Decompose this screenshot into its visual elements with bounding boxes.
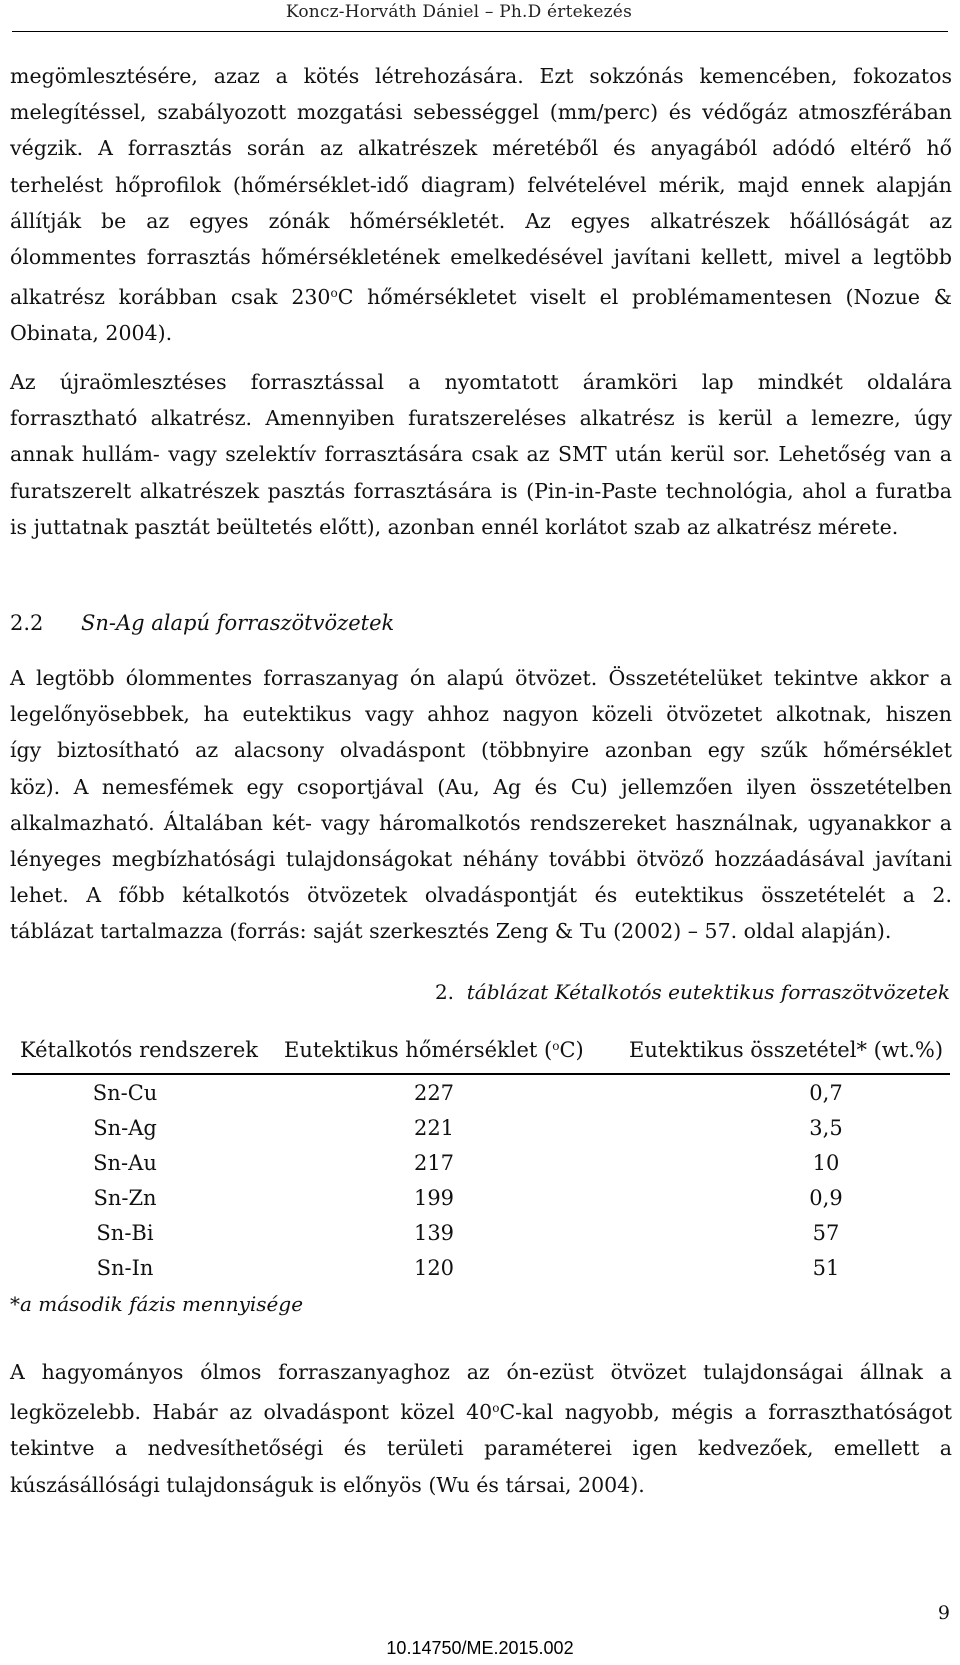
section-title: Sn-Ag alapú forraszötvözetek xyxy=(81,611,395,635)
table-header-rule xyxy=(12,1073,950,1075)
text-line: így biztosítható az alacsony olvadáspont (többnyire azonban egy szűk hőmérséklet xyxy=(10,738,952,763)
table-cell-temp: 199 xyxy=(413,1186,455,1210)
table-cell-system: Sn-Zn xyxy=(93,1186,157,1210)
table-cell-temp: 221 xyxy=(413,1116,455,1140)
table-cell-value: 0,9 xyxy=(809,1186,843,1210)
table-cell-comp xyxy=(756,1221,846,1245)
table-cell-comp xyxy=(756,1256,846,1280)
text-line: legelőnyösebbek, ha eutektikus vagy ahhoz nagyon közeli ötvözetet alkotnak, hiszen xyxy=(10,702,952,727)
text-line: forrasztható alkatrész. Amennyiben furatszereléses alkatrész is kerül a lemezre, úgy xyxy=(10,406,952,431)
table-cell-value: 3,5 xyxy=(809,1116,843,1140)
text-line xyxy=(10,1390,952,1430)
table-header-cell xyxy=(284,1038,584,1062)
text-line: köz). A nemesfémek egy csoportjával (Au, Ag és Cu) jellemzően ilyen összetételben xyxy=(10,774,952,799)
text-line: Obinata, 2004). xyxy=(10,321,173,346)
text-line: tekintve a nedvesíthetőségi és területi paraméterei igen kedvezőek, emellett a xyxy=(10,1436,952,1461)
table-cell-comp xyxy=(756,1151,846,1175)
text-line: megömlesztésére, azaz a kötés létrehozására. Ezt sokzónás kemencében, fokozatos xyxy=(10,64,952,88)
table-cell-comp xyxy=(756,1116,846,1140)
text-run: alkatrész korábban csak 230 xyxy=(10,285,331,310)
table-footnote: *a második fázis mennyisége xyxy=(10,1292,304,1316)
paragraph-2 xyxy=(10,364,952,545)
table-row xyxy=(12,1081,950,1111)
text-run: C-kal nagyobb, mégis a forraszthatóságot xyxy=(499,1400,952,1425)
text-line: kúszásállósági tulajdonságuk is előnyös (Wu és társai, 2004). xyxy=(10,1472,645,1497)
doi-footer: 10.14750/ME.2015.002 xyxy=(386,1638,574,1658)
page-number: 9 xyxy=(937,1602,950,1624)
table-cell-temp: 227 xyxy=(413,1081,455,1105)
table-row xyxy=(12,1186,950,1216)
table-cell-system: Sn-Bi xyxy=(96,1221,154,1245)
section-number: 2.2 xyxy=(10,611,44,635)
table-header-row xyxy=(12,1038,950,1068)
table-cell-temp: 217 xyxy=(413,1151,455,1175)
text-line: táblázat tartalmazza (forrás: saját szerkesztés Zeng & Tu (2002) – 57. oldal alapján). xyxy=(10,919,892,944)
text-line: Az újraömlesztéses forrasztással a nyomtatott áramköri lap mindkét oldalára xyxy=(10,370,952,394)
text-run: Eutektikus hőmérséklet ( xyxy=(284,1038,553,1062)
text-line: A hagyományos ólmos forraszanyaghoz az ón-ezüst ötvözet tulajdonságai állnak a xyxy=(10,1360,952,1384)
text-line: végzik. A forrasztás során az alkatrészek méretéből és anyagából adódó eltérő hő xyxy=(10,136,952,161)
text-line: A legtöbb ólommentes forraszanyag ón alapú ötvözet. Összetételüket tekintve akkor a xyxy=(10,666,952,690)
table-cell-temp: 120 xyxy=(413,1256,455,1280)
table-cell-value: 57 xyxy=(812,1221,840,1245)
degree-superscript: o xyxy=(552,1039,560,1053)
table-row xyxy=(12,1151,950,1181)
section-heading xyxy=(10,611,394,635)
text-run: legközelebb. Habár az olvadáspont közel 40 xyxy=(10,1400,493,1425)
text-line: ólommentes forrasztás hőmérsékletének emelkedésével javítani kellett, mivel a legtöbb xyxy=(10,245,952,270)
table-cell-system: Sn-Ag xyxy=(93,1116,157,1140)
table-cell-temp: 139 xyxy=(413,1221,455,1245)
degree-superscript: o xyxy=(492,1401,500,1416)
text-line: lényeges megbízhatósági tulajdonságokat néhány további ötvöző hozzáadásával javítani xyxy=(10,847,952,872)
table-cell-value: 0,7 xyxy=(809,1081,843,1105)
degree-superscript: o xyxy=(330,286,338,301)
table-cell-system: Sn-Cu xyxy=(92,1081,158,1105)
table-cell-comp xyxy=(756,1081,846,1105)
paragraph-1 xyxy=(10,58,952,352)
table-cell-value: 10 xyxy=(812,1151,840,1175)
text-line: is juttatnak pasztát beültetés előtt), azonban ennél korlátot szab az alkatrész mérete. xyxy=(10,514,899,539)
text-line: lehet. A főbb kétalkotós ötvözetek olvadáspontját és eutektikus összetételét a 2. xyxy=(10,883,952,908)
text-line: alkalmazható. Általában két- vagy háromalkotós rendszereket használnak, ugyanakkor a xyxy=(10,810,952,835)
table-row xyxy=(12,1221,950,1251)
table-cell-value: 51 xyxy=(812,1256,840,1280)
table-cell-system: Sn-Au xyxy=(93,1151,157,1175)
table-caption-text: táblázat Kétalkotós eutektikus forraszötvözetek xyxy=(466,980,950,1004)
table-cell-system: Sn-In xyxy=(96,1256,154,1280)
table-row xyxy=(12,1256,950,1286)
text-line: furatszerelt alkatrészek pasztás forrasztására is (Pin-in-Paste technológia, ahol a furatba xyxy=(10,478,952,503)
table-header-cell: Eutektikus összetétel* (wt.%) xyxy=(629,1038,944,1062)
text-line: annak hullám- vagy szelektív forrasztására csak az SMT után kerül sor. Lehetőség van a xyxy=(10,442,952,467)
text-line: terhelést hőprofilok (hőmérséklet-idő diagram) felvételével mérik, majd ennek alapján xyxy=(10,172,952,197)
paragraph-4 xyxy=(10,1354,952,1503)
text-run: C) xyxy=(559,1038,584,1062)
paragraph-3 xyxy=(10,660,952,950)
text-line: állítják be az egyes zónák hőmérsékletét. Az egyes alkatrészek hőállóságát az xyxy=(10,208,952,233)
text-line xyxy=(10,275,952,315)
header-rule xyxy=(12,31,948,32)
running-header: Koncz-Horváth Dániel – Ph.D értekezés xyxy=(285,2,632,22)
table-caption-number: 2. xyxy=(434,980,455,1004)
table-cell-comp xyxy=(756,1186,846,1210)
text-line: melegítéssel, szabályozott mozgatási sebességgel (mm/perc) és védőgáz atmoszférában xyxy=(10,100,952,125)
table-header-cell: Kétalkotós rendszerek xyxy=(20,1038,259,1062)
table-caption xyxy=(435,980,950,1004)
table-row xyxy=(12,1116,950,1146)
text-run: C hőmérsékletet viselt el problémamentesen (Nozue & xyxy=(337,285,952,310)
